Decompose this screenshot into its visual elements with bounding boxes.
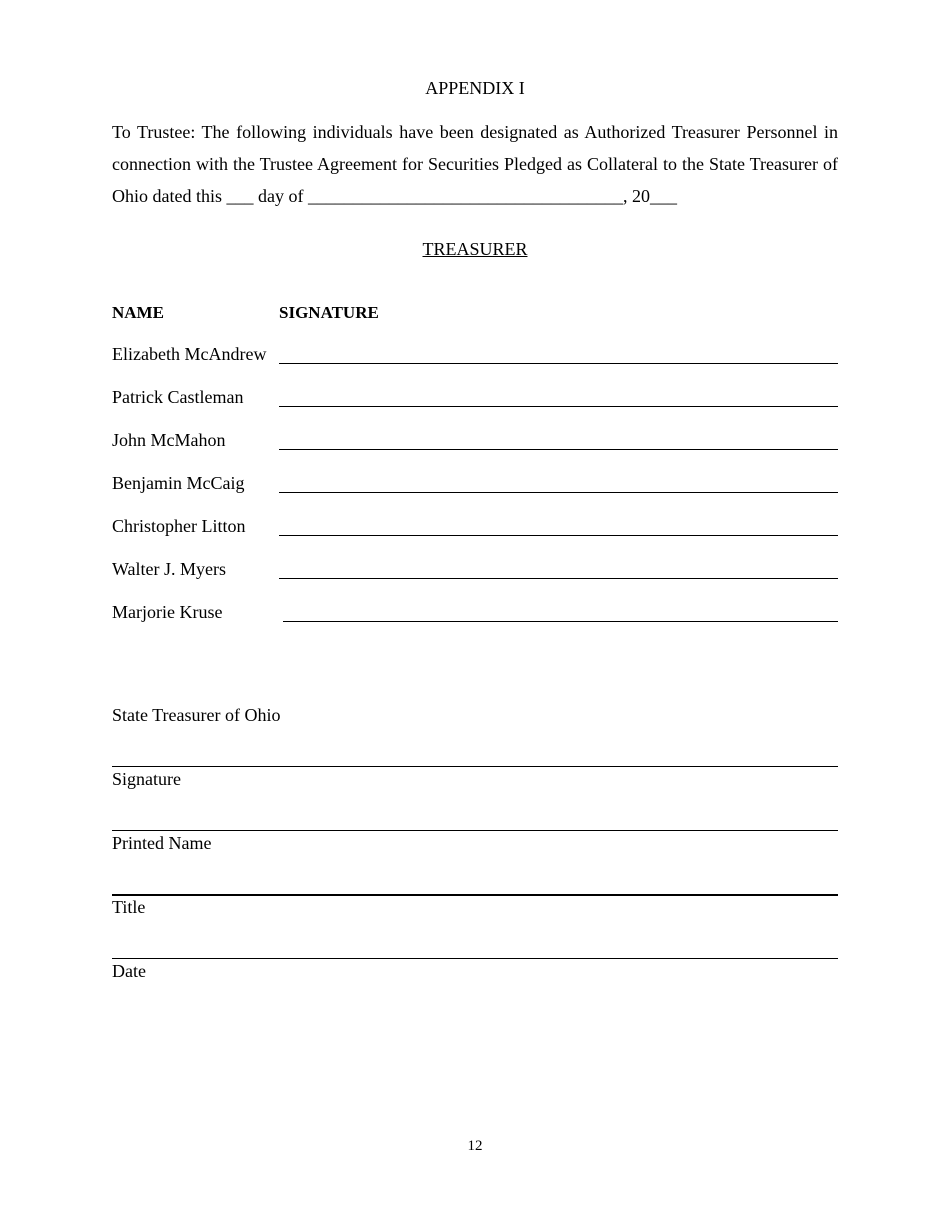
date-field-label: Date	[112, 961, 146, 981]
title-field-label: Title	[112, 897, 146, 917]
personnel-name: Benjamin McCaig	[112, 473, 245, 493]
date-field-line[interactable]	[112, 958, 838, 959]
entity-label: State Treasurer of Ohio	[112, 705, 281, 725]
column-header-signature: SIGNATURE	[279, 303, 379, 322]
page-title: APPENDIX I	[425, 78, 525, 98]
personnel-name: Walter J. Myers	[112, 559, 227, 579]
signature-line[interactable]	[279, 449, 838, 450]
printed-name-field-label: Printed Name	[112, 833, 212, 853]
signature-line[interactable]	[279, 578, 838, 579]
personnel-row	[112, 387, 838, 413]
personnel-row	[112, 602, 838, 628]
page-number: 12	[467, 1138, 483, 1154]
signature-line[interactable]	[279, 492, 838, 493]
signature-field-label: Signature	[112, 769, 181, 789]
personnel-row	[112, 430, 838, 456]
section-heading-treasurer: TREASURER	[422, 239, 528, 259]
personnel-name: Marjorie Kruse	[112, 602, 223, 622]
signature-field-line[interactable]	[112, 766, 838, 767]
personnel-row	[112, 516, 838, 542]
personnel-row	[112, 559, 838, 585]
personnel-name: Elizabeth McAndrew	[112, 344, 267, 364]
personnel-row	[112, 473, 838, 499]
signature-line[interactable]	[279, 406, 838, 407]
column-header-name: NAME	[112, 303, 164, 322]
signature-line[interactable]	[283, 621, 838, 622]
personnel-row	[112, 344, 838, 370]
title-field-line[interactable]	[112, 894, 838, 896]
personnel-name: Patrick Castleman	[112, 387, 244, 407]
personnel-name: Christopher Litton	[112, 516, 246, 536]
signature-line[interactable]	[279, 535, 838, 536]
printed-name-field-line[interactable]	[112, 830, 838, 831]
intro-paragraph: To Trustee: The following individuals have been designated as Authorized Treasurer Personnel in connection with the Trustee Agreement for Securities Pledged as Collateral to the State Treasurer of Ohio dated this ___ day of ___________________________________, 20___	[112, 122, 838, 206]
personnel-name: John McMahon	[112, 430, 226, 450]
signature-line[interactable]	[279, 363, 838, 364]
